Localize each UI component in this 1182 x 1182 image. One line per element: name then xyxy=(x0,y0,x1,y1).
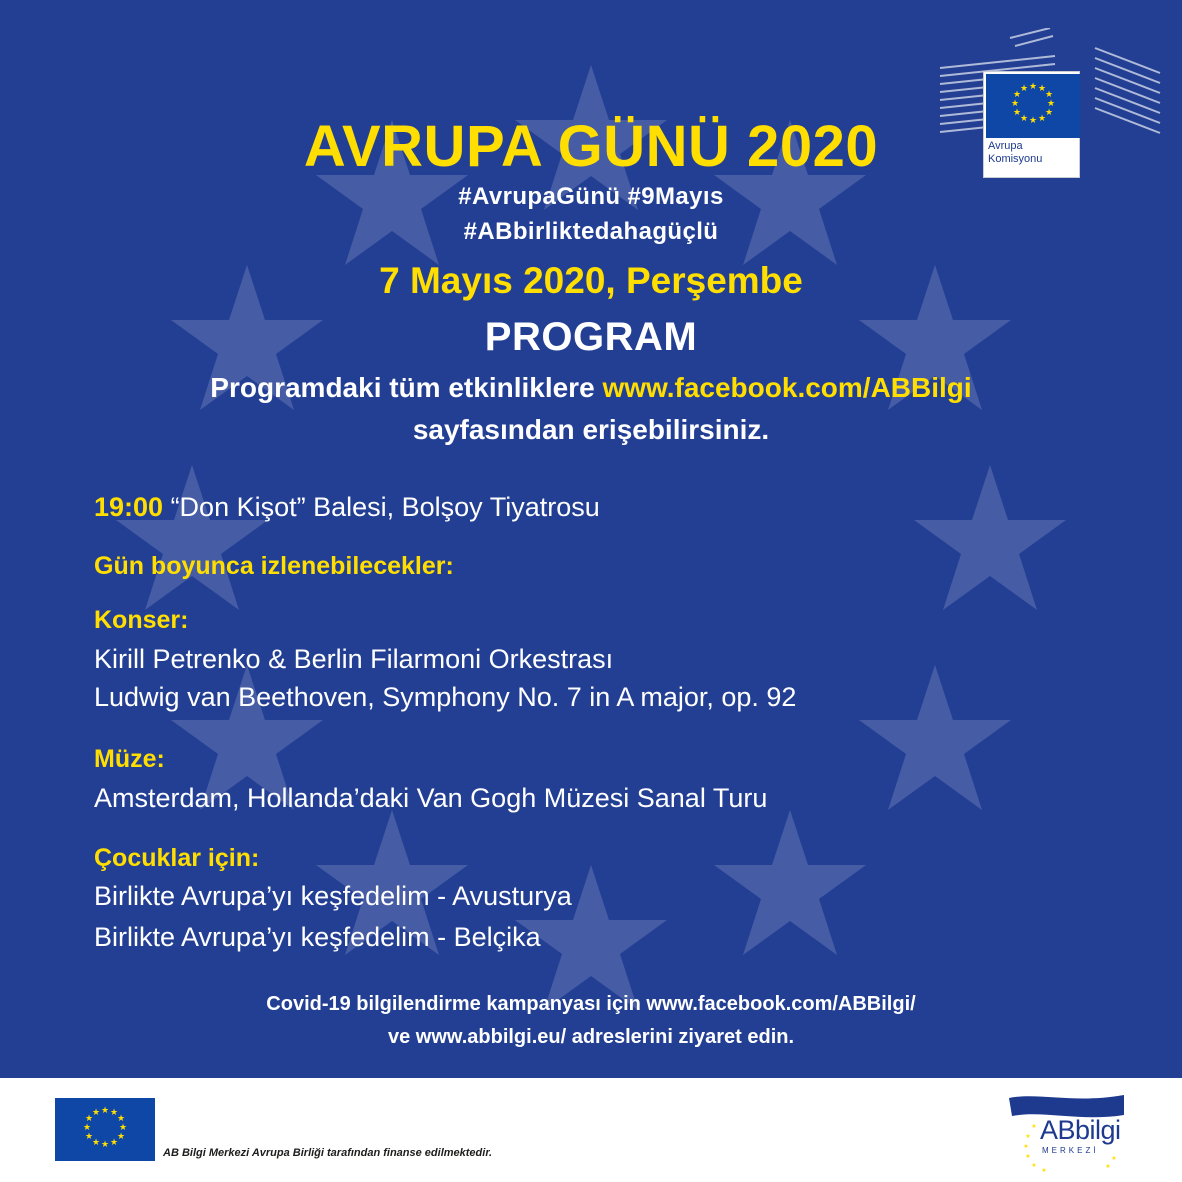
svg-text:★: ★ xyxy=(1037,114,1047,124)
svg-text:★: ★ xyxy=(1111,1155,1117,1162)
eu-flag-stars-icon xyxy=(55,1098,155,1161)
svg-text:★: ★ xyxy=(84,1132,94,1142)
svg-text:★: ★ xyxy=(1031,1162,1037,1169)
abbilgi-logo-subtext: MERKEZİ xyxy=(1042,1146,1099,1155)
schedule-event: “Don Kişot” Balesi, Bolşoy Tiyatrosu xyxy=(163,492,600,522)
bg-star xyxy=(859,665,1011,810)
kids-line-1: Birlikte Avrupa’yı keşfedelim - Avusturya xyxy=(94,881,572,911)
event-title: AVRUPA GÜNÜ 2020 xyxy=(303,114,879,179)
svg-text:★: ★ xyxy=(1044,90,1054,100)
bg-star xyxy=(914,465,1066,610)
svg-text:★: ★ xyxy=(1010,99,1020,109)
svg-text:★: ★ xyxy=(82,1123,92,1133)
svg-text:★: ★ xyxy=(1019,84,1029,94)
svg-text:★: ★ xyxy=(1028,116,1038,126)
eu-flag-icon xyxy=(55,1098,155,1161)
svg-text:★: ★ xyxy=(1041,1167,1047,1174)
program-label: PROGRAM xyxy=(484,315,698,359)
concert-line-2: Ludwig van Beethoven, Symphony No. 7 in A major, op. 92 xyxy=(94,682,797,712)
svg-text:★: ★ xyxy=(1012,90,1022,100)
funding-notice: AB Bilgi Merkezi Avrupa Birliği tarafından finanse edilmektedir. xyxy=(163,1147,493,1159)
svg-text:★: ★ xyxy=(1031,1123,1037,1130)
svg-text:★: ★ xyxy=(91,1138,101,1148)
kids-heading: Çocuklar için: xyxy=(94,844,260,872)
schedule-time: 19:00 xyxy=(94,492,164,522)
svg-text:★: ★ xyxy=(1023,1143,1029,1150)
all-day-heading: Gün boyunca izlenebilecekler: xyxy=(94,552,454,580)
bg-star xyxy=(116,465,268,610)
svg-text:★: ★ xyxy=(116,1114,126,1124)
museum-heading: Müze: xyxy=(94,745,165,773)
covid-line-1: Covid-19 bilgilendirme kampanyası için www.facebook.com/ABBilgi/ xyxy=(266,993,916,1015)
svg-text:★: ★ xyxy=(1037,84,1047,94)
kids-line-2: Birlikte Avrupa’yı keşfedelim - Belçika xyxy=(94,922,541,952)
svg-text:★: ★ xyxy=(1012,108,1022,118)
svg-text:★: ★ xyxy=(1019,114,1029,124)
intro-prefix: Programdaki tüm etkinliklere xyxy=(210,372,603,403)
svg-text:★: ★ xyxy=(1044,108,1054,118)
hashtags-line-2: #ABbirliktedahagüçlü xyxy=(463,218,719,245)
svg-text:★: ★ xyxy=(116,1132,126,1142)
svg-text:★: ★ xyxy=(109,1108,119,1118)
svg-text:★: ★ xyxy=(1046,99,1056,109)
intro-line-2: sayfasından erişebilirsiniz. xyxy=(412,414,770,445)
concert-heading: Konser: xyxy=(94,606,189,634)
event-date: 7 Mayıs 2020, Perşembe xyxy=(379,260,803,301)
schedule-item xyxy=(94,490,600,524)
svg-text:★: ★ xyxy=(1105,1163,1111,1170)
svg-text:★: ★ xyxy=(100,1106,110,1116)
ec-logo-text: Avrupa Komisyonu xyxy=(988,140,1043,165)
concert-line-1: Kirill Petrenko & Berlin Filarmoni Orkestrası xyxy=(94,644,614,674)
museum-line-1: Amsterdam, Hollanda’daki Van Gogh Müzesi Sanal Turu xyxy=(94,783,768,813)
facebook-link[interactable]: www.facebook.com/ABBilgi xyxy=(602,372,972,403)
abbilgi-logo-text: ABbilgi xyxy=(1040,1115,1121,1145)
svg-text:★: ★ xyxy=(109,1138,119,1148)
svg-text:★: ★ xyxy=(118,1123,128,1133)
bg-star xyxy=(714,810,866,955)
intro-line-1 xyxy=(0,370,1182,406)
svg-text:★: ★ xyxy=(91,1108,101,1118)
svg-text:★: ★ xyxy=(100,1140,110,1150)
covid-line-2: ve www.abbilgi.eu/ adreslerini ziyaret edin. xyxy=(387,1026,795,1048)
hashtags-line-1: #AvrupaGünü #9Mayıs xyxy=(458,183,724,210)
svg-text:★: ★ xyxy=(1025,1153,1031,1160)
svg-text:★: ★ xyxy=(1025,1133,1031,1140)
svg-text:★: ★ xyxy=(1028,82,1038,92)
svg-text:★: ★ xyxy=(84,1114,94,1124)
